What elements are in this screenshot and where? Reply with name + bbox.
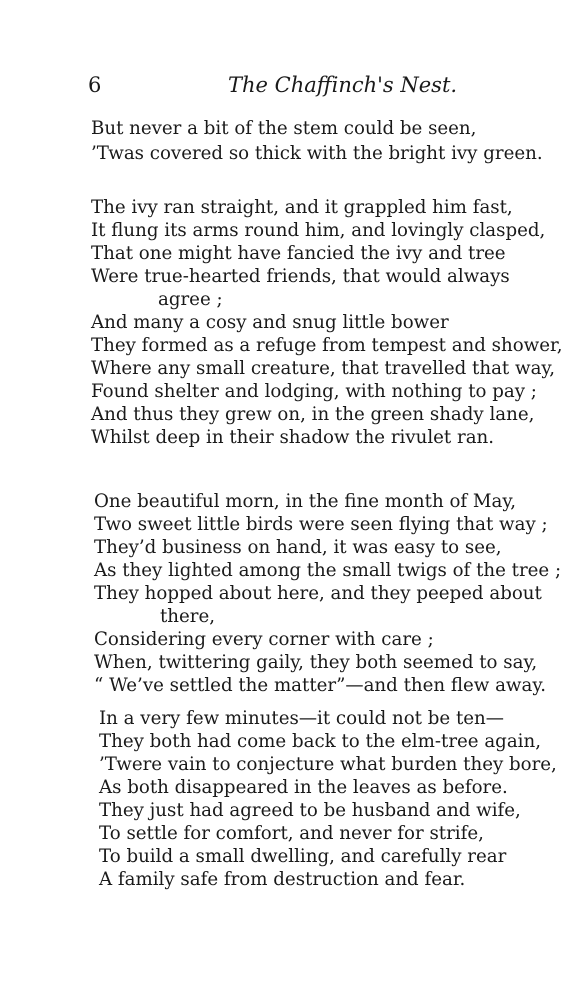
verse-line: And thus they grew on, in the green shady lane, <box>91 404 535 425</box>
verse-line: Were true-hearted friends, that would always <box>91 266 510 287</box>
verse-line: Where any small creature, that travelled that way, <box>91 358 556 379</box>
verse-line: In a very few minutes—it could not be ten— <box>99 708 504 729</box>
verse-line: The ivy ran straight, and it grappled him fast, <box>91 197 513 218</box>
verse-line: When, twittering gaily, they both seemed to say, <box>94 652 538 673</box>
verse-line: It flung its arms round him, and lovingly clasped, <box>91 220 546 241</box>
page-number: 6 <box>88 73 102 97</box>
verse-line: Whilst deep in their shadow the rivulet ran. <box>91 427 495 448</box>
verse-line: To build a small dwelling, and carefully rear <box>99 846 507 867</box>
page-header <box>0 70 587 100</box>
verse-line: As they lighted among the small twigs of the tree ; <box>94 560 562 581</box>
verse-line: They just had agreed to be husband and wife, <box>99 800 521 821</box>
verse-line: They both had come back to the elm-tree again, <box>99 731 541 752</box>
running-title: The Chaffinch's Nest. <box>228 73 458 97</box>
verse-line: Considering every corner with care ; <box>94 629 434 650</box>
verse-line: ’Twere vain to conjecture what burden they bore, <box>99 754 557 775</box>
verse-line: They hopped about here, and they peeped about <box>94 583 542 604</box>
verse-line: Found shelter and lodging, with nothing to pay ; <box>91 381 537 402</box>
verse-line: One beautiful morn, in the fine month of May, <box>94 491 517 512</box>
verse-line: They’d business on hand, it was easy to see, <box>94 537 502 558</box>
verse-line-continuation: there, <box>160 606 216 627</box>
verse-line: That one might have fancied the ivy and tree <box>91 243 506 264</box>
verse-line: Two sweet little birds were seen flying that way ; <box>94 514 548 535</box>
verse-line: As both disappeared in the leaves as before. <box>99 777 508 798</box>
verse-line: A family safe from destruction and fear. <box>99 869 466 890</box>
verse-line-continuation: agree ; <box>158 289 223 310</box>
verse-line: They formed as a refuge from tempest and shower, <box>91 335 563 356</box>
verse-line: But never a bit of the stem could be seen, <box>91 118 477 139</box>
verse-line: And many a cosy and snug little bower <box>91 312 449 333</box>
verse-line: ’Twas covered so thick with the bright ivy green. <box>91 143 543 164</box>
verse-line: “ We’ve settled the matter”—and then flew away. <box>94 675 546 696</box>
verse-line: To settle for comfort, and never for strife, <box>99 823 484 844</box>
